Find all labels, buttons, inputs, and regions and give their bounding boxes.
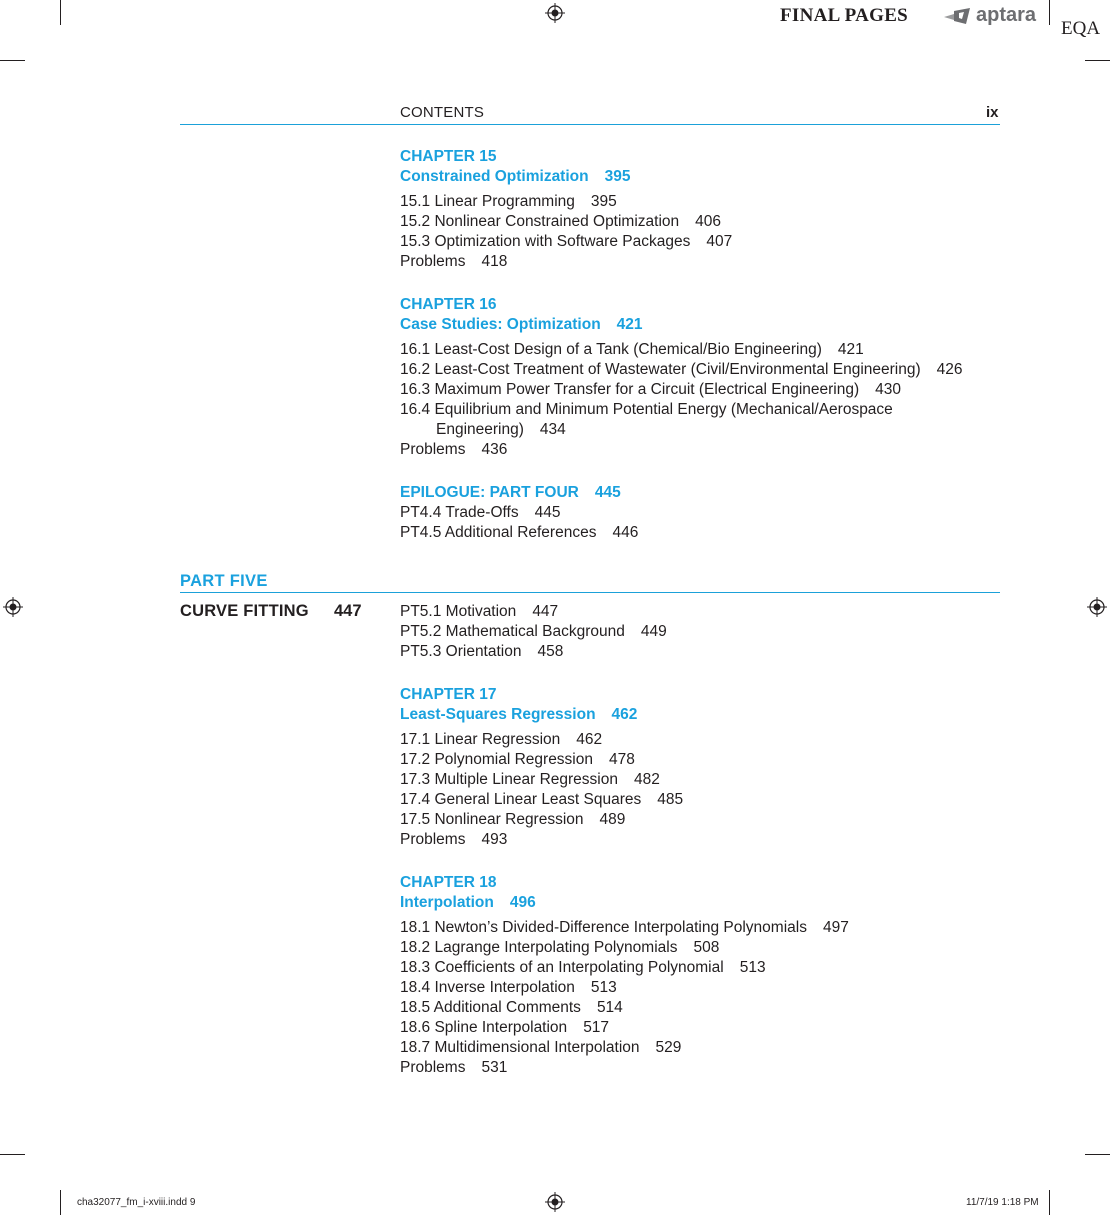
toc-entry: 16.4 Equilibrium and Minimum Potential Energy (Mechanical/Aerospace	[400, 401, 893, 418]
toc-entry: 17.5 Nonlinear Regression 489	[400, 811, 626, 828]
header-rule	[180, 124, 1000, 125]
page-folio: ix	[986, 104, 999, 121]
slug-code: EQA	[1061, 18, 1101, 39]
part-page: 447	[334, 602, 362, 620]
toc-entry: 16.2 Least-Cost Treatment of Wastewater (Civil/Environmental Engineering) 426	[400, 361, 963, 378]
part-title: PART FIVE	[180, 572, 268, 590]
toc-entry: 16.3 Maximum Power Transfer for a Circuit (Electrical Engineering) 430	[400, 381, 902, 398]
toc-entry: 15.1 Linear Programming 395	[400, 193, 617, 210]
chapter-label: CHAPTER 17	[400, 686, 497, 703]
toc-entry: PT4.5 Additional References 446	[400, 524, 639, 541]
toc-entry: PT5.3 Orientation 458	[400, 643, 564, 660]
registration-mark-icon	[545, 3, 565, 23]
running-head: CONTENTS	[400, 104, 485, 121]
toc-entry: Problems 436	[400, 441, 508, 458]
toc-entry: 15.3 Optimization with Software Packages 407	[400, 233, 733, 250]
crop-mark	[1049, 0, 1050, 25]
aptara-logo-text: aptara	[976, 4, 1037, 26]
toc-entry: 18.1 Newton’s Divided-Difference Interpolating Polynomials 497	[400, 919, 849, 936]
toc-entry: 17.4 General Linear Least Squares 485	[400, 791, 684, 808]
crop-mark	[0, 1154, 25, 1155]
toc-entry: 16.1 Least-Cost Design of a Tank (Chemical/Bio Engineering) 421	[400, 341, 864, 358]
part-rule	[180, 592, 1000, 593]
toc-entry: 18.3 Coefficients of an Interpolating Polynomial 513	[400, 959, 766, 976]
chapter-title: Interpolation 496	[400, 894, 536, 911]
footer-file-name: cha32077_fm_i-xviii.indd 9	[77, 1197, 196, 1208]
toc-entry: 18.2 Lagrange Interpolating Polynomials 508	[400, 939, 720, 956]
chapter-title: Least-Squares Regression 462	[400, 706, 638, 723]
toc-entry: 15.2 Nonlinear Constrained Optimization 406	[400, 213, 722, 230]
toc-entry: 17.1 Linear Regression 462	[400, 731, 603, 748]
chapter-label: CHAPTER 18	[400, 874, 497, 891]
toc-entry: 17.2 Polynomial Regression 478	[400, 751, 635, 768]
toc-entry: 18.5 Additional Comments 514	[400, 999, 623, 1016]
crop-mark	[1085, 60, 1110, 61]
crop-mark	[0, 60, 25, 61]
crop-mark	[1049, 1190, 1050, 1215]
toc-entry: Problems 418	[400, 253, 508, 270]
crop-mark	[60, 0, 61, 25]
epilogue-title: EPILOGUE: PART FOUR 445	[400, 484, 621, 501]
chapter-title: Case Studies: Optimization 421	[400, 316, 643, 333]
footer-timestamp: 11/7/19 1:18 PM	[966, 1197, 1039, 1208]
toc-entry: PT5.2 Mathematical Background 449	[400, 623, 667, 640]
toc-entry: 18.7 Multidimensional Interpolation 529	[400, 1039, 682, 1056]
aptara-logo	[944, 4, 1036, 27]
toc-entry: 17.3 Multiple Linear Regression 482	[400, 771, 660, 788]
registration-mark-icon	[545, 1192, 565, 1212]
toc-entry: Problems 531	[400, 1059, 508, 1076]
toc-entry: 18.6 Spline Interpolation 517	[400, 1019, 610, 1036]
chapter-label: CHAPTER 16	[400, 296, 497, 313]
aptara-logo-icon	[944, 8, 972, 24]
final-pages-label: FINAL PAGES	[780, 5, 909, 26]
toc-entry: PT5.1 Motivation 447	[400, 603, 559, 620]
toc-entry: 18.4 Inverse Interpolation 513	[400, 979, 617, 996]
chapter-title: Constrained Optimization 395	[400, 168, 631, 185]
registration-mark-icon	[3, 597, 23, 617]
toc-entry: Problems 493	[400, 831, 508, 848]
toc-entry-continuation: Engineering) 434	[436, 421, 566, 438]
toc-entry: PT4.4 Trade-Offs 445	[400, 504, 561, 521]
registration-mark-icon	[1087, 597, 1107, 617]
crop-mark	[1085, 1154, 1110, 1155]
chapter-label: CHAPTER 15	[400, 148, 497, 165]
part-name: CURVE FITTING	[180, 602, 309, 620]
crop-mark	[60, 1190, 61, 1215]
